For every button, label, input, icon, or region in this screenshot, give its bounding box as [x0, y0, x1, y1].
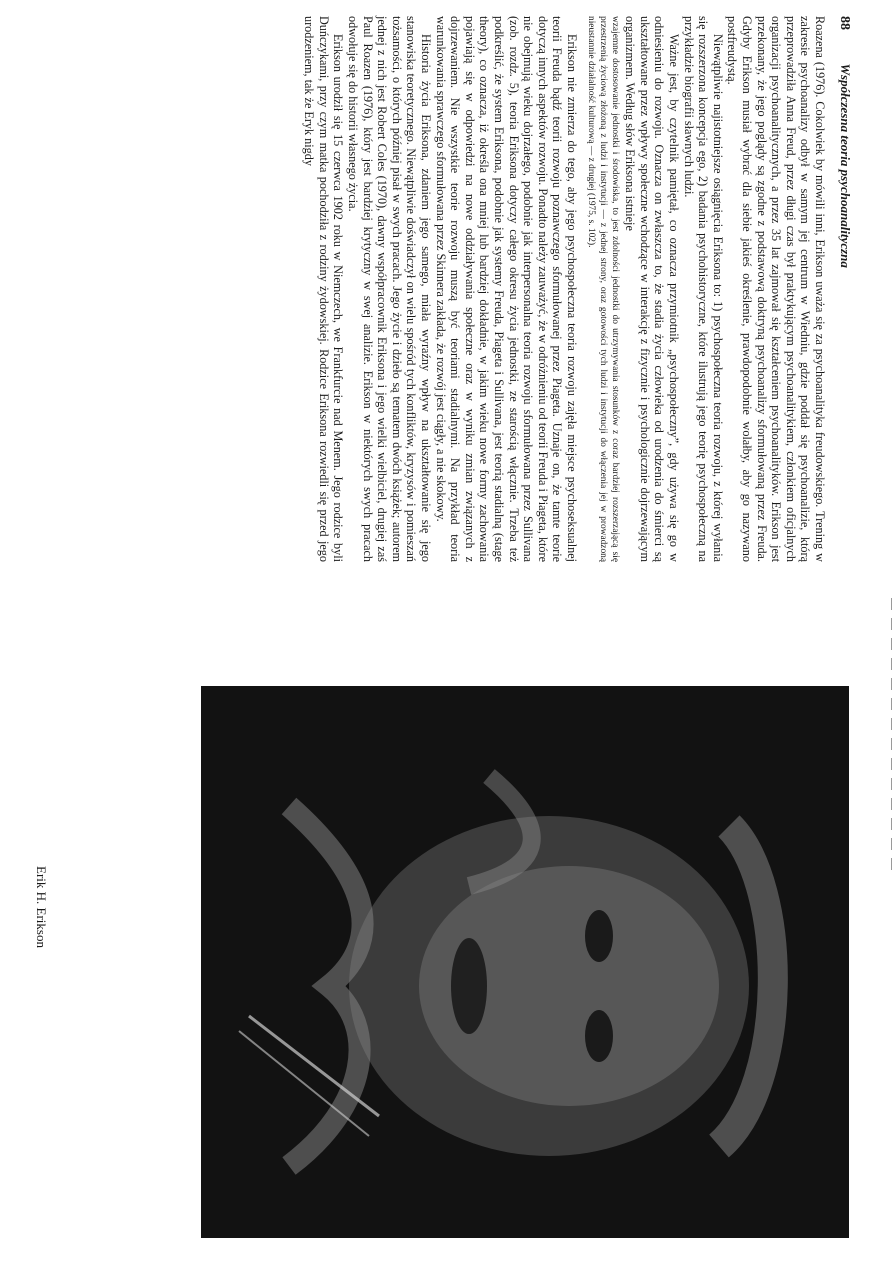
figure-caption: Erik H. Erikson — [34, 866, 49, 948]
block-quote: wzajemne dostosowanie jednostki i środowiska, to jest zdolności jednostki do utrzymywania stosunków z coraz bardziej rozszerzającą się przestrzenią życiową złożoną z ludzi i instytucji — z jednej strony, oraz gotowości tych ludzi i instytucji do włączenia jej w prowadzoną nieustannie działalność kulturową — z drugiej (1975, s. 102). — [586, 16, 620, 562]
body-paragraph: Roazena (1976). Cokolwiek by mówili inni, Erikson uważa się za psychoanalityka freudowskiego. Trening w zakresie psychoanalizy odbył w samym jej centrum w Wiedniu, gdzie poddał się psychoanalizie, którą przeprowadziła Anna Freud, przez długi czas był praktykującym psychoanalitykiem, członkiem oficjalnych organizacji psychoanalitycznych, a przez 35 lat zajmował się kształceniem psychoanalityków. Erikson jest przekonany, że jego poglądy są zgodne z podstawową doktryną psychoanalizy sformułowaną przez Freuda. Gdyby Erikson musiał wybrać dla siebie jakieś określenie, prawdopodobnie wolałby, aby go nazywano postfreudystą. — [725, 16, 827, 562]
body-paragraph: Ważne jest, by czytelnik pamiętał, co oznacza przymiotnik „psychospołeczny”, gdy używa się go w odniesieniu do rozwoju. Oznacza on zwłaszcza to, że stadia życia człowieka od urodzenia do śmierci są ukształtowane przez wpływy społeczne wchodzące w interakcję z fizycznie i psychologicznie dojrzewającym organizmem. Według słów Eriksona istnieje — [623, 16, 682, 562]
body-paragraph: Erikson nie zmierza do tego, aby jego psychospołeczna teoria rozwoju zajęła miejsce psychoseksualnej teorii Freuda bądź teorii rozwoju poznawczego sformułowanej przez Piageta. Uznaje on, że tamte teorie dotyczą innych aspektów rozwoju. Ponadto należy zauważyć, że w odróżnieniu od teorii Freuda i Piageta, które nie obejmują wieku dojrzałego, podobnie jak interpersonalna teoria rozwoju sformułowana przez Sullivana (zob. rozdz. 5), teoria Eriksona dotyczy całego okresu życia jednostki, ze starością włącznie. Trzeba też podkreślić, że system Eriksona, podobnie jak systemy Freuda, Piageta i Sullivana, jest teorią stadialną (stage theory), co oznacza, iż określa ona mniej lub bardziej dokładnie, w jakim wieku nowe formy zachowania pojawiają się w odpowiedzi na nowe oddziaływania społeczne oraz w wyniku zmian związanych z dojrzewaniem. Nie wszystkie teorie rozwoju muszą być teoriami stadialnymi. Na przykład teoria warunkowania sprawczego sformułowana przez Skinnera zakłada, że rozwój jest ciągły, a nie skokowy. — [433, 16, 579, 562]
body-paragraph: Erikson urodził się 15 czerwca 1902 roku w Niemczech, we Frankfurcie nad Menem. Jego rodzice byli Duńczykami, przy czym matka pochodziła z rodziny żydowskiej. Rodzice Eriksona rozwiedli się przed jego urodzeniem, tak że Eryk nigdy — [302, 16, 346, 562]
portrait-photo-icon — [201, 686, 849, 1238]
body-paragraph: Historia życia Eriksona, zdaniem jego samego, miała wyraźny wpływ na ukształtowanie się jego stanowiska teoretycznego. Niewątpliwie doświadczył on wielu spośród tych konfliktów, kryzysów i pomieszań tożsamości, o których później pisał w swych pracach. Jego życie i dzieło są tematem dwóch książek; autorem jednej z nich jest Robert Coles (1970), dawny współpracownik Eriksona i jego wielki wielbiciel, drugiej zaś Paul Roazen (1976), który jest bardziej krytyczny w swej analizie. Erikson w niektórych swych pracach odwołuje się do historii własnego życia. — [346, 16, 433, 562]
portrait-photo — [201, 686, 849, 1238]
body-paragraph: Niewątpliwie najistotniejsze osiągnięcia Eriksona to: 1) psychospołeczna teoria rozwoju, z której wyłania się rozszerzona koncepcja ego, 2) badania psychohistoryczne, które ilustrują jego teorię psychospołeczną na przykładzie biografii sławnych ludzi. — [681, 16, 725, 562]
page-header — [829, 16, 853, 556]
main-text-column — [302, 16, 827, 562]
page-number: 88 — [837, 16, 852, 30]
scan-artifact-line — [891, 598, 892, 878]
running-title: Współczesna teoria psychoanalityczna — [838, 63, 853, 268]
figure — [34, 686, 849, 1262]
